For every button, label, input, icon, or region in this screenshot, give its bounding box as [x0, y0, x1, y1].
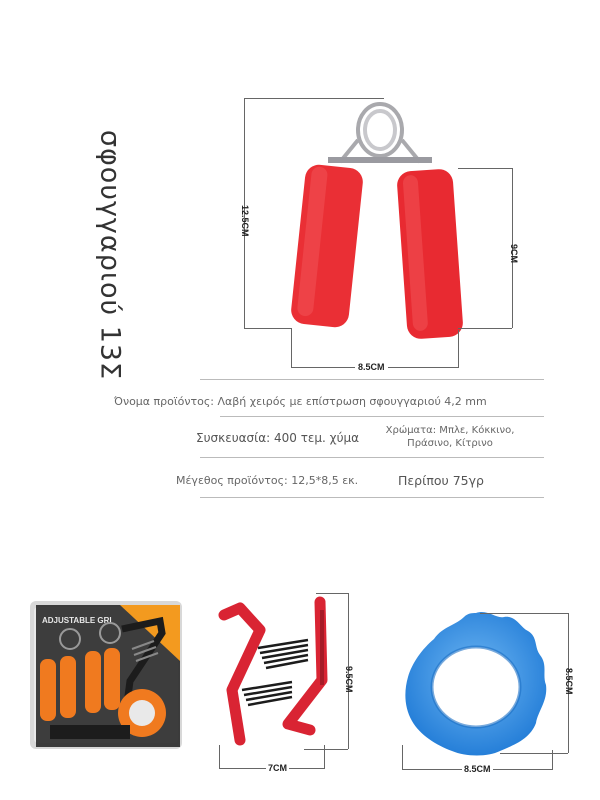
- divider-2: [220, 416, 544, 417]
- red-height-label: 9.5CM: [344, 666, 354, 693]
- ring-dim-top: [480, 613, 568, 614]
- spec-packaging: Συσκευασία: 400 τεμ. χύμα: [196, 431, 360, 445]
- side-title-text: σφουγγαριού 13Σ: [94, 129, 126, 381]
- red-dim-wleft: [219, 745, 220, 769]
- spec-colors-line2: Πράσινο, Κίτρινο: [407, 438, 493, 449]
- spec-colors: [360, 424, 540, 450]
- spec-size: Μέγεθος προϊόντος: 12,5*8,5 εκ.: [176, 474, 359, 487]
- spec-weight: Περίπου 75γρ: [398, 473, 484, 488]
- height-label: 12.5CM: [240, 205, 250, 237]
- right-handle: [396, 168, 464, 339]
- left-handle: [290, 163, 364, 328]
- kit-package-image: [30, 601, 182, 749]
- ring-dim-wright: [552, 750, 553, 770]
- dim-grip-top: [458, 168, 512, 169]
- red-width-label: 7CM: [268, 763, 288, 773]
- spec-name: Όνομα προϊόντος: Λαβή χειρός με επίστρωση σφουγγαριού 4,2 mm: [114, 395, 487, 408]
- red-dim-wright: [324, 745, 325, 769]
- kit-package-text: ADJUSTABLE GRI: [42, 616, 112, 625]
- ring-height-label: 8.5CM: [564, 668, 574, 695]
- divider-3: [200, 457, 544, 458]
- spec-colors-line1: Χρώματα: Μπλε, Κόκκινο,: [385, 425, 515, 436]
- divider-1: [200, 379, 544, 380]
- dim-width-right: [458, 330, 459, 368]
- ring-width-label: 8.5CM: [464, 764, 491, 774]
- spring-coil: [328, 104, 432, 162]
- divider-4: [200, 497, 544, 498]
- main-product-image: [230, 90, 530, 380]
- dim-bottom-line: [244, 328, 292, 329]
- red-gripper-image: [210, 590, 360, 760]
- ring-dim-wleft: [402, 745, 403, 769]
- dim-grip-bottom: [458, 328, 512, 329]
- width-label: 8.5CM: [355, 362, 388, 372]
- red-dim-top: [316, 593, 348, 594]
- blue-ring-image: [396, 605, 556, 765]
- red-dim-bottom: [304, 749, 348, 750]
- dim-width-left: [291, 328, 292, 368]
- ring-dim-bottom: [500, 753, 568, 754]
- side-title: [80, 129, 140, 381]
- dim-top-line: [244, 98, 384, 99]
- grip-label: 9CM: [509, 244, 519, 264]
